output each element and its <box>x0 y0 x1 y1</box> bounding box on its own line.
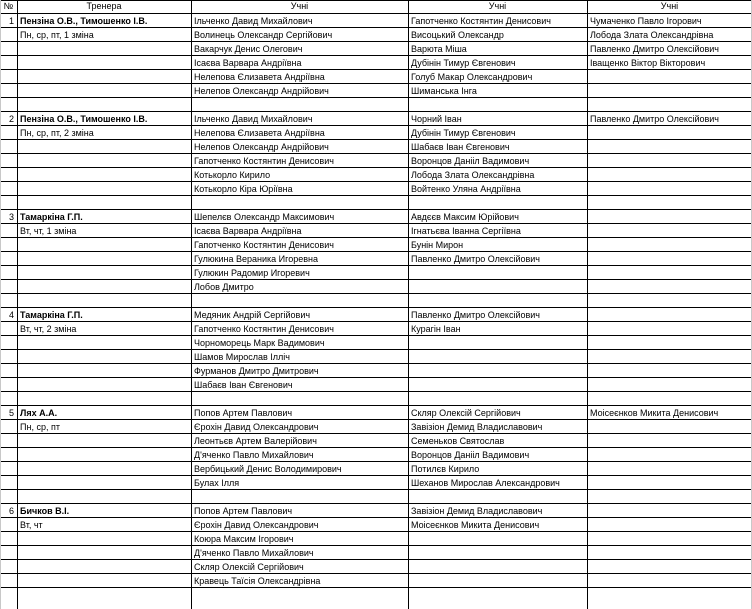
grid-row-line <box>0 153 752 154</box>
students-col3-cell: Павленко Дмитро Олексійович <box>590 44 719 54</box>
students-col1-cell: Ільченко Давид Михайлович <box>194 114 313 124</box>
trainer-cell: Пензіна О.В., Тимошенко І.В. <box>20 16 148 26</box>
group-number-cell: 3 <box>8 212 14 222</box>
students-col1-cell: Булах Ілля <box>194 478 240 488</box>
grid-row-line <box>0 545 752 546</box>
students-col2-cell: Дубінін Тимур Євгенович <box>411 58 516 68</box>
students-col1-cell: Гапотченко Костянтин Денисович <box>194 324 334 334</box>
group-number-cell: 5 <box>8 408 14 418</box>
trainer-cell: Вт, чт, 1 зміна <box>20 226 77 236</box>
grid-row-line <box>0 573 752 574</box>
students-col1-cell: Нелепова Єлизавета Андріївна <box>194 72 325 82</box>
students-col2-cell: Войтенко Уляна Андріївна <box>411 184 521 194</box>
students-col1-cell: Єрохін Давид Олександрович <box>194 422 319 432</box>
students-col2-cell: Воронцов Данііл Вадимович <box>411 156 530 166</box>
students-col1-cell: Вербицький Денис Володимирович <box>194 464 342 474</box>
students-col1-cell: Коюра Максим Ігорович <box>194 534 294 544</box>
students-col1-cell: Попов Артем Павлович <box>194 408 293 418</box>
trainer-cell: Вт, чт, 2 зміна <box>20 324 77 334</box>
students-col3-cell: Лобода Злата Олександрівна <box>590 30 714 40</box>
students-col2-cell: Моісеєнков Микита Денисович <box>411 520 540 530</box>
grid-row-line <box>0 391 752 392</box>
students-col2-cell: Дубінін Тимур Євгенович <box>411 128 516 138</box>
grid-row-line <box>0 293 752 294</box>
students-col3-cell: Чумаченко Павло Ігорович <box>590 16 702 26</box>
students-col1-cell: Попов Артем Павлович <box>194 506 293 516</box>
students-col1-cell: Шабаєв Іван Євгенович <box>194 380 293 390</box>
students-col2-cell: Голуб Макар Олександрович <box>411 72 533 82</box>
students-col2-cell: Семеньков Святослав <box>411 436 505 446</box>
grid-row-line <box>0 195 752 196</box>
grid-row-line <box>0 265 752 266</box>
trainer-cell: Бичков В.І. <box>20 506 70 516</box>
grid-row-line <box>0 587 752 588</box>
grid-column-line <box>191 0 192 609</box>
students-col1-cell: Нелепов Олександр Андрійович <box>194 142 329 152</box>
grid-row-line <box>0 237 752 238</box>
grid-row-line <box>0 461 752 462</box>
students-col1-cell: Ільченко Давид Михайлович <box>194 16 313 26</box>
grid-column-line <box>17 0 18 609</box>
students-col3-cell: Моісеєнков Микита Денисович <box>590 408 719 418</box>
students-col2-cell: Шабаєв Іван Євгенович <box>411 142 510 152</box>
students-col1-cell: Нелепова Єлизавета Андріївна <box>194 128 325 138</box>
column-header: Учні <box>488 1 507 11</box>
group-number-cell: 4 <box>8 310 14 320</box>
students-col1-cell: Д'яченко Павло Михайлович <box>194 548 314 558</box>
grid-column-line <box>408 0 409 609</box>
grid-row-line <box>0 433 752 434</box>
students-col2-cell: Шеханов Мирослав Александрович <box>411 478 560 488</box>
students-col1-cell: Медяник Андрій Сергійович <box>194 310 311 320</box>
students-col1-cell: Котькорло Кирило <box>194 170 271 180</box>
students-col1-cell: Шамов Мирослав Ілліч <box>194 352 290 362</box>
students-col2-cell: Завізіон Демид Владиславович <box>411 506 543 516</box>
grid-row-line <box>0 167 752 168</box>
students-col2-cell: Гапотченко Костянтин Денисович <box>411 16 551 26</box>
students-col2-cell: Павленко Дмитро Олексійович <box>411 254 540 264</box>
grid-row-line <box>0 503 752 504</box>
grid-row-line <box>0 209 752 210</box>
column-header: Учні <box>660 1 679 11</box>
students-col3-cell: Іващенко Віктор Вікторович <box>590 58 706 68</box>
grid-row-line <box>0 55 752 56</box>
column-header: № <box>3 1 14 11</box>
students-col2-cell: Скляр Олексій Сергійович <box>411 408 521 418</box>
trainer-cell: Пензіна О.В., Тимошенко І.В. <box>20 114 148 124</box>
grid-row-line <box>0 111 752 112</box>
grid-column-line <box>587 0 588 609</box>
grid-row-line <box>0 447 752 448</box>
trainer-cell: Пн, ср, пт <box>20 422 60 432</box>
trainer-cell: Тамаркіна Г.П. <box>20 212 83 222</box>
students-col1-cell: Леонтьєв Артем Валерійович <box>194 436 317 446</box>
students-col1-cell: Нелепов Олександр Андрійович <box>194 86 329 96</box>
grid-row-line <box>0 475 752 476</box>
trainer-cell: Вт, чт <box>20 520 43 530</box>
students-col1-cell: Котькорло Кіра Юріївна <box>194 184 293 194</box>
group-number-cell: 2 <box>8 114 14 124</box>
students-col1-cell: Ісаєва Варвара Андріївна <box>194 226 302 236</box>
grid-row-line <box>0 489 752 490</box>
students-col2-cell: Потилєв Кирило <box>411 464 480 474</box>
students-col2-cell: Шиманська Інга <box>411 86 477 96</box>
students-col2-cell: Висоцький Олександр <box>411 30 504 40</box>
students-col1-cell: Вакарчук Денис Олегович <box>194 44 303 54</box>
grid-row-line <box>0 377 752 378</box>
students-col2-cell: Варюта Міша <box>411 44 467 54</box>
column-header: Учні <box>290 1 309 11</box>
grid-row-line <box>0 139 752 140</box>
grid-row-line <box>0 83 752 84</box>
grid-row-line <box>0 559 752 560</box>
grid-row-line <box>0 27 752 28</box>
students-col1-cell: Волинець Олександр Сергійович <box>194 30 333 40</box>
students-col1-cell: Фурманов Дмитро Дмитрович <box>194 366 319 376</box>
students-col1-cell: Скляр Олексій Сергійович <box>194 562 304 572</box>
grid-row-line <box>0 125 752 126</box>
grid-row-line <box>0 0 752 1</box>
students-col2-cell: Курагін Іван <box>411 324 461 334</box>
students-col1-cell: Ісаєва Варвара Андріївна <box>194 58 302 68</box>
students-col1-cell: Гапотченко Костянтин Денисович <box>194 240 334 250</box>
students-col2-cell: Воронцов Данііл Вадимович <box>411 450 530 460</box>
students-col1-cell: Гулюкина Вераника Игоревна <box>194 254 319 264</box>
grid-row-line <box>0 223 752 224</box>
grid-row-line <box>0 279 752 280</box>
group-number-cell: 1 <box>8 16 14 26</box>
grid-row-line <box>0 531 752 532</box>
grid-row-line <box>0 321 752 322</box>
trainer-cell: Пн, ср, пт, 1 зміна <box>20 30 94 40</box>
students-col1-cell: Чорноморець Марк Вадимович <box>194 338 325 348</box>
trainer-cell: Тамаркіна Г.П. <box>20 310 83 320</box>
students-col1-cell: Д'яченко Павло Михайлович <box>194 450 314 460</box>
group-number-cell: 6 <box>8 506 14 516</box>
students-col2-cell: Павленко Дмитро Олексійович <box>411 310 540 320</box>
students-col2-cell: Ігнатьєва Іванна Сергіївна <box>411 226 521 236</box>
students-col2-cell: Авдєєв Максим Юрійович <box>411 212 519 222</box>
students-col2-cell: Лобода Злата Олександрівна <box>411 170 535 180</box>
trainer-cell: Пн, ср, пт, 2 зміна <box>20 128 94 138</box>
grid-row-line <box>0 181 752 182</box>
students-col3-cell: Павленко Дмитро Олексійович <box>590 114 719 124</box>
grid-row-line <box>0 363 752 364</box>
grid-column-line <box>0 0 1 609</box>
grid-row-line <box>0 13 752 14</box>
grid-row-line <box>0 251 752 252</box>
grid-row-line <box>0 307 752 308</box>
grid-row-line <box>0 69 752 70</box>
students-col1-cell: Гулюкин Радомир Игоревич <box>194 268 310 278</box>
grid-row-line <box>0 335 752 336</box>
column-header: Тренера <box>86 1 122 11</box>
grid-row-line <box>0 405 752 406</box>
students-col2-cell: Завізіон Демид Владиславович <box>411 422 543 432</box>
grid-row-line <box>0 419 752 420</box>
grid-row-line <box>0 517 752 518</box>
students-col2-cell: Чорний Іван <box>411 114 462 124</box>
students-col1-cell: Єрохін Давид Олександрович <box>194 520 319 530</box>
trainer-cell: Лях А.А. <box>20 408 58 418</box>
students-col1-cell: Кравець Таїсія Олександрівна <box>194 576 321 586</box>
grid-row-line <box>0 97 752 98</box>
grid-row-line <box>0 41 752 42</box>
students-col2-cell: Бунін Мирон <box>411 240 464 250</box>
students-col1-cell: Гапотченко Костянтин Денисович <box>194 156 334 166</box>
students-col1-cell: Лобов Дмитро <box>194 282 254 292</box>
grid-row-line <box>0 349 752 350</box>
students-col1-cell: Шепелєв Олександр Максимович <box>194 212 335 222</box>
